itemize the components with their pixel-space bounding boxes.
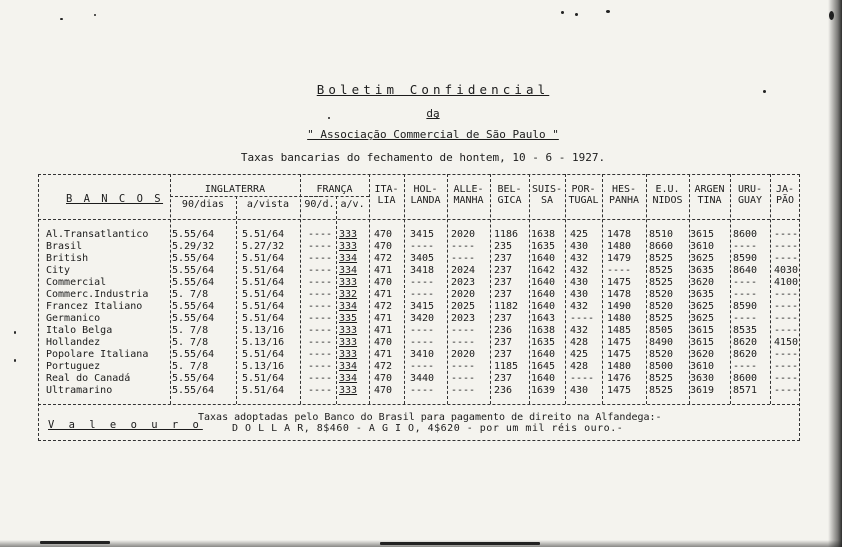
cell-argentina: 3625 — [690, 253, 715, 264]
cell-uruguay: 8600 — [733, 373, 758, 384]
cell-italia: 471 — [374, 289, 393, 300]
cell-hespanha: 1485 — [607, 325, 632, 336]
cell-suissa: 1640 — [531, 373, 556, 384]
cell-estados-unidos: 8660 — [649, 241, 674, 252]
scan-edge-shadow — [0, 540, 842, 547]
cell-franca-vista: 333 — [339, 337, 358, 348]
cell-argentina: 3610 — [690, 241, 715, 252]
cell-belgica: 1182 — [494, 301, 519, 312]
bank-name: Ultramarino — [46, 385, 113, 396]
header-inglaterra: INGLATERRA — [204, 184, 266, 195]
table-row — [46, 349, 799, 361]
cell-allemanha: 2020 — [451, 229, 476, 240]
cell-inglaterra-90: 5. 7/8 — [172, 361, 209, 372]
cell-suissa: 1640 — [531, 277, 556, 288]
bank-name: Hollandez — [46, 337, 101, 348]
cell-allemanha: ---- — [451, 253, 476, 264]
cell-suissa: 1643 — [531, 313, 556, 324]
cell-inglaterra-90: 5.29/32 — [172, 241, 215, 252]
cell-franca-vista: 335 — [339, 313, 358, 324]
cell-suissa: 1640 — [531, 349, 556, 360]
cell-franca-vista: 333 — [339, 385, 358, 396]
cell-allemanha: ---- — [451, 373, 476, 384]
cell-hollanda: ---- — [410, 289, 435, 300]
cell-hespanha: 1475 — [607, 277, 632, 288]
cell-estados-unidos: 8520 — [649, 289, 674, 300]
bank-name: Francez Italiano — [46, 301, 143, 312]
header-portugal: POR- TUGAL — [568, 184, 599, 206]
association-name: " Associação Commercial de São Paulo " — [307, 128, 559, 141]
cell-inglaterra-90: 5.55/64 — [172, 385, 215, 396]
cell-portugal: 425 — [570, 349, 589, 360]
header-argentina: ARGEN TINA — [694, 184, 725, 206]
bank-name: City — [46, 265, 71, 276]
cell-argentina: 3610 — [690, 361, 715, 372]
cell-allemanha: 2020 — [451, 349, 476, 360]
cell-japao: ---- — [774, 385, 799, 396]
cell-franca-vista: 334 — [339, 301, 358, 312]
cell-inglaterra-90: 5.55/64 — [172, 301, 215, 312]
cell-allemanha: ---- — [451, 241, 476, 252]
scan-speck — [561, 11, 564, 14]
dollar-agio-line: D O L L A R, 8$460 - A G I O, 4$620 - por um mil réis ouro.- — [232, 423, 624, 434]
cell-belgica: 237 — [494, 253, 513, 264]
cell-hespanha: 1480 — [607, 313, 632, 324]
cell-argentina: 3635 — [690, 289, 715, 300]
cell-hespanha: 1479 — [607, 253, 632, 264]
table-row — [46, 301, 799, 313]
cell-belgica: 1185 — [494, 361, 519, 372]
cell-italia: 472 — [374, 253, 393, 264]
table-row — [46, 373, 799, 385]
cell-portugal: 430 — [570, 277, 589, 288]
cell-inglaterra-90: 5. 7/8 — [172, 325, 209, 336]
header-japao: JA- PÃO — [775, 184, 795, 206]
cell-franca-90: ---- — [308, 301, 333, 312]
cell-estados-unidos: 8525 — [649, 277, 674, 288]
table-row — [46, 385, 799, 397]
cell-estados-unidos: 8525 — [649, 265, 674, 276]
cell-japao: ---- — [774, 313, 799, 324]
cell-inglaterra-90: 5.55/64 — [172, 253, 215, 264]
cell-inglaterra-90: 5.55/64 — [172, 373, 215, 384]
bank-name: Real do Canadá — [46, 373, 131, 384]
cell-inglaterra-90: 5.55/64 — [172, 313, 215, 324]
cell-hollanda: 3415 — [410, 301, 435, 312]
cell-franca-90: ---- — [308, 373, 333, 384]
cell-belgica: 237 — [494, 289, 513, 300]
cell-suissa: 1640 — [531, 253, 556, 264]
cell-allemanha: 2024 — [451, 265, 476, 276]
cell-belgica: 236 — [494, 385, 513, 396]
scan-speck — [60, 18, 63, 20]
cell-hespanha: 1475 — [607, 337, 632, 348]
cell-inglaterra-90: 5.55/64 — [172, 265, 215, 276]
cell-franca-vista: 333 — [339, 241, 358, 252]
cell-inglaterra-vista: 5.51/64 — [242, 301, 285, 312]
cell-suissa: 1638 — [531, 229, 556, 240]
cell-uruguay: 8640 — [733, 265, 758, 276]
header-belgica: BEL- GICA — [497, 184, 522, 206]
cell-estados-unidos: 8525 — [649, 373, 674, 384]
cell-franca-90: ---- — [308, 289, 333, 300]
cell-suissa: 1635 — [531, 337, 556, 348]
cell-hespanha: 1478 — [607, 229, 632, 240]
cell-belgica: 237 — [494, 313, 513, 324]
header-franca-sub: 90/d. a/v. — [304, 199, 365, 210]
vale-ouro-divider — [38, 404, 800, 405]
cell-suissa: 1645 — [531, 361, 556, 372]
cell-portugal: 432 — [570, 253, 589, 264]
cell-inglaterra-90: 5. 7/8 — [172, 337, 209, 348]
cell-portugal: 428 — [570, 337, 589, 348]
cell-estados-unidos: 8525 — [649, 313, 674, 324]
header-bancos: B A N C O S — [66, 193, 164, 205]
cell-japao: ---- — [774, 373, 799, 384]
cell-japao: ---- — [774, 325, 799, 336]
cell-franca-90: ---- — [308, 325, 333, 336]
scan-speck — [14, 331, 16, 334]
cell-suissa: 1639 — [531, 385, 556, 396]
franca-divider — [305, 196, 369, 197]
table-row — [46, 265, 799, 277]
cell-hollanda: 3410 — [410, 349, 435, 360]
cell-portugal: 432 — [570, 265, 589, 276]
header-ing-a-vista: a/vista — [246, 199, 290, 210]
cell-italia: 470 — [374, 277, 393, 288]
cell-portugal: 430 — [570, 385, 589, 396]
cell-belgica: 236 — [494, 325, 513, 336]
cell-franca-90: ---- — [308, 361, 333, 372]
cell-japao: ---- — [774, 349, 799, 360]
cell-franca-90: ---- — [308, 265, 333, 276]
cell-inglaterra-vista: 5.27/32 — [242, 241, 285, 252]
table-row — [46, 325, 799, 337]
bank-name: Portuguez — [46, 361, 101, 372]
cell-inglaterra-90: 5. 7/8 — [172, 289, 209, 300]
cell-inglaterra-vista: 5.13/16 — [242, 325, 285, 336]
cell-franca-90: ---- — [308, 277, 333, 288]
cell-portugal: 428 — [570, 361, 589, 372]
table-row — [46, 277, 799, 289]
cell-allemanha: 2023 — [451, 313, 476, 324]
cell-belgica: 1186 — [494, 229, 519, 240]
cell-belgica: 237 — [494, 349, 513, 360]
title-da: da — [426, 107, 440, 120]
scan-speck — [575, 13, 578, 16]
cell-franca-vista: 333 — [339, 229, 358, 240]
cell-japao: ---- — [774, 361, 799, 372]
table-row — [46, 313, 799, 325]
cell-italia: 471 — [374, 349, 393, 360]
cell-belgica: 237 — [494, 277, 513, 288]
cell-hollanda: ---- — [410, 337, 435, 348]
cell-allemanha: 2020 — [451, 289, 476, 300]
bank-name: Brasil — [46, 241, 83, 252]
cell-suissa: 1642 — [531, 265, 556, 276]
cell-inglaterra-vista: 5.13/16 — [242, 337, 285, 348]
cell-hollanda: ---- — [410, 277, 435, 288]
header-uruguay: URU- GUAY — [737, 184, 763, 206]
cell-hespanha: 1480 — [607, 361, 632, 372]
cell-inglaterra-vista: 5.51/64 — [242, 253, 285, 264]
cell-hespanha: 1475 — [607, 385, 632, 396]
scan-speck — [606, 10, 610, 13]
cell-franca-90: ---- — [308, 385, 333, 396]
header-ing-90-dias: 90/dias — [181, 199, 225, 210]
cell-inglaterra-vista: 5.51/64 — [242, 289, 285, 300]
table-row — [46, 361, 799, 373]
cell-hespanha: ---- — [607, 265, 632, 276]
cell-hollanda: ---- — [410, 325, 435, 336]
cell-uruguay: ---- — [733, 277, 758, 288]
cell-allemanha: ---- — [451, 385, 476, 396]
cell-allemanha: ---- — [451, 325, 476, 336]
cell-belgica: 237 — [494, 337, 513, 348]
cell-uruguay: 8600 — [733, 229, 758, 240]
cell-hollanda: 3440 — [410, 373, 435, 384]
cell-argentina: 3630 — [690, 373, 715, 384]
cell-japao: ---- — [774, 253, 799, 264]
table-row — [46, 229, 799, 241]
cell-allemanha: ---- — [451, 337, 476, 348]
header-suissa: SUIS- SA — [531, 184, 563, 206]
cell-portugal: ---- — [570, 313, 595, 324]
cell-italia: 470 — [374, 337, 393, 348]
cell-italia: 470 — [374, 373, 393, 384]
cell-suissa: 1638 — [531, 325, 556, 336]
cell-franca-90: ---- — [308, 349, 333, 360]
cell-hollanda: ---- — [410, 241, 435, 252]
table-row — [46, 337, 799, 349]
cell-japao: ---- — [774, 241, 799, 252]
cell-uruguay: 8620 — [733, 337, 758, 348]
cell-estados-unidos: 8505 — [649, 325, 674, 336]
cell-italia: 472 — [374, 301, 393, 312]
cell-uruguay: ---- — [733, 313, 758, 324]
scan-speck — [94, 14, 96, 16]
vale-ouro-label: V a l e o u r o — [48, 419, 203, 431]
cell-japao: ---- — [774, 289, 799, 300]
cell-franca-90: ---- — [308, 313, 333, 324]
cell-uruguay: ---- — [733, 361, 758, 372]
header-estados-unidos: E.U. NIDOS — [652, 184, 683, 206]
cell-inglaterra-90: 5.55/64 — [172, 229, 215, 240]
cell-estados-unidos: 8510 — [649, 229, 674, 240]
header-divider — [38, 219, 800, 220]
scan-speck — [14, 359, 16, 362]
cell-hollanda: 3418 — [410, 265, 435, 276]
cell-inglaterra-vista: 5.51/64 — [242, 277, 285, 288]
cell-japao: 4030 — [774, 265, 799, 276]
cell-hollanda: 3405 — [410, 253, 435, 264]
cell-inglaterra-vista: 5.13/16 — [242, 361, 285, 372]
cell-uruguay: ---- — [733, 241, 758, 252]
cell-estados-unidos: 8520 — [649, 349, 674, 360]
cell-estados-unidos: 8525 — [649, 385, 674, 396]
cell-franca-90: ---- — [308, 229, 333, 240]
cell-allemanha: 2023 — [451, 277, 476, 288]
cell-portugal: 430 — [570, 289, 589, 300]
cell-franca-vista: 333 — [339, 277, 358, 288]
cell-franca-vista: 333 — [339, 349, 358, 360]
bank-name: Popolare Italiana — [46, 349, 149, 360]
cell-italia: 471 — [374, 325, 393, 336]
cell-suissa: 1635 — [531, 241, 556, 252]
cell-inglaterra-vista: 5.51/64 — [242, 229, 285, 240]
cell-allemanha: ---- — [451, 361, 476, 372]
cell-uruguay: 8590 — [733, 301, 758, 312]
table-row — [46, 253, 799, 265]
cell-portugal: 432 — [570, 325, 589, 336]
cell-uruguay: 8620 — [733, 349, 758, 360]
header-allemanha: ALLE- MANHA — [453, 184, 484, 206]
cell-belgica: 237 — [494, 373, 513, 384]
cell-franca-vista: 333 — [339, 325, 358, 336]
cell-portugal: ---- — [570, 373, 595, 384]
bank-name: Commerc.Industria — [46, 289, 149, 300]
cell-hespanha: 1478 — [607, 289, 632, 300]
cell-hespanha: 1475 — [607, 349, 632, 360]
cell-portugal: 425 — [570, 229, 589, 240]
cell-estados-unidos: 8520 — [649, 301, 674, 312]
cell-italia: 472 — [374, 361, 393, 372]
cell-estados-unidos: 8490 — [649, 337, 674, 348]
cell-allemanha: 2025 — [451, 301, 476, 312]
cell-suissa: 1640 — [531, 289, 556, 300]
bank-name: Germanico — [46, 313, 101, 324]
cell-argentina: 3635 — [690, 265, 715, 276]
cell-uruguay: 8590 — [733, 253, 758, 264]
cell-inglaterra-90: 5.55/64 — [172, 277, 215, 288]
cell-japao: 4100 — [774, 277, 799, 288]
cell-argentina: 3615 — [690, 229, 715, 240]
cell-estados-unidos: 8525 — [649, 253, 674, 264]
cell-belgica: 235 — [494, 241, 513, 252]
cell-argentina: 3615 — [690, 325, 715, 336]
cell-argentina: 3619 — [690, 385, 715, 396]
cell-italia: 471 — [374, 313, 393, 324]
cell-hollanda: ---- — [410, 361, 435, 372]
cell-inglaterra-vista: 5.51/64 — [242, 349, 285, 360]
cell-uruguay: 8535 — [733, 325, 758, 336]
cell-argentina: 3620 — [690, 349, 715, 360]
cell-italia: 470 — [374, 385, 393, 396]
bank-name: Commercial — [46, 277, 107, 288]
cell-inglaterra-90: 5.55/64 — [172, 349, 215, 360]
cell-franca-vista: 334 — [339, 361, 358, 372]
cell-argentina: 3620 — [690, 277, 715, 288]
cell-franca-90: ---- — [308, 337, 333, 348]
cell-inglaterra-vista: 5.51/64 — [242, 313, 285, 324]
table-row — [46, 241, 799, 253]
cell-inglaterra-vista: 5.51/64 — [242, 385, 285, 396]
header-hollanda: HOL- LANDA — [410, 184, 441, 206]
cell-franca-vista: 334 — [339, 265, 358, 276]
cell-inglaterra-vista: 5.51/64 — [242, 373, 285, 384]
cell-franca-90: ---- — [308, 241, 333, 252]
cell-hespanha: 1490 — [607, 301, 632, 312]
cell-hespanha: 1476 — [607, 373, 632, 384]
bulletin-subtitle: Taxas bancarias do fechamento de hontem, 10 - 6 - 1927. — [240, 151, 606, 164]
cell-uruguay: ---- — [733, 289, 758, 300]
cell-portugal: 430 — [570, 241, 589, 252]
cell-suissa: 1640 — [531, 301, 556, 312]
cell-italia: 470 — [374, 229, 393, 240]
header-hespanha: HES- PANHA — [608, 184, 640, 206]
cell-franca-vista: 332 — [339, 289, 358, 300]
bank-name: Italo Belga — [46, 325, 113, 336]
cell-portugal: 432 — [570, 301, 589, 312]
cell-uruguay: 8571 — [733, 385, 758, 396]
cell-franca-vista: 334 — [339, 373, 358, 384]
header-franca: FRANÇA — [316, 184, 353, 195]
cell-hollanda: 3415 — [410, 229, 435, 240]
cell-franca-vista: 334 — [339, 253, 358, 264]
cell-hespanha: 1480 — [607, 241, 632, 252]
cell-argentina: 3625 — [690, 301, 715, 312]
cell-italia: 470 — [374, 241, 393, 252]
cell-hollanda: 3420 — [410, 313, 435, 324]
table-row — [46, 289, 799, 301]
cell-italia: 471 — [374, 265, 393, 276]
cell-argentina: 3615 — [690, 337, 715, 348]
bulletin-title: Boletim Confidencial — [316, 82, 550, 97]
bank-name: Al.Transatlantico — [46, 229, 149, 240]
cell-argentina: 3625 — [690, 313, 715, 324]
cell-inglaterra-vista: 5.51/64 — [242, 265, 285, 276]
cell-belgica: 237 — [494, 265, 513, 276]
cell-hollanda: ---- — [410, 385, 435, 396]
cell-estados-unidos: 8500 — [649, 361, 674, 372]
alfandega-rates-line: Taxas adoptadas pelo Banco do Brasil para pagamento de direito na Alfandega:- — [198, 412, 662, 423]
header-italia: ITA- LIA — [374, 184, 399, 206]
bank-name: British — [46, 253, 89, 264]
cell-japao: ---- — [774, 301, 799, 312]
cell-japao: 4150 — [774, 337, 799, 348]
cell-franca-90: ---- — [308, 253, 333, 264]
cell-japao: ---- — [774, 229, 799, 240]
